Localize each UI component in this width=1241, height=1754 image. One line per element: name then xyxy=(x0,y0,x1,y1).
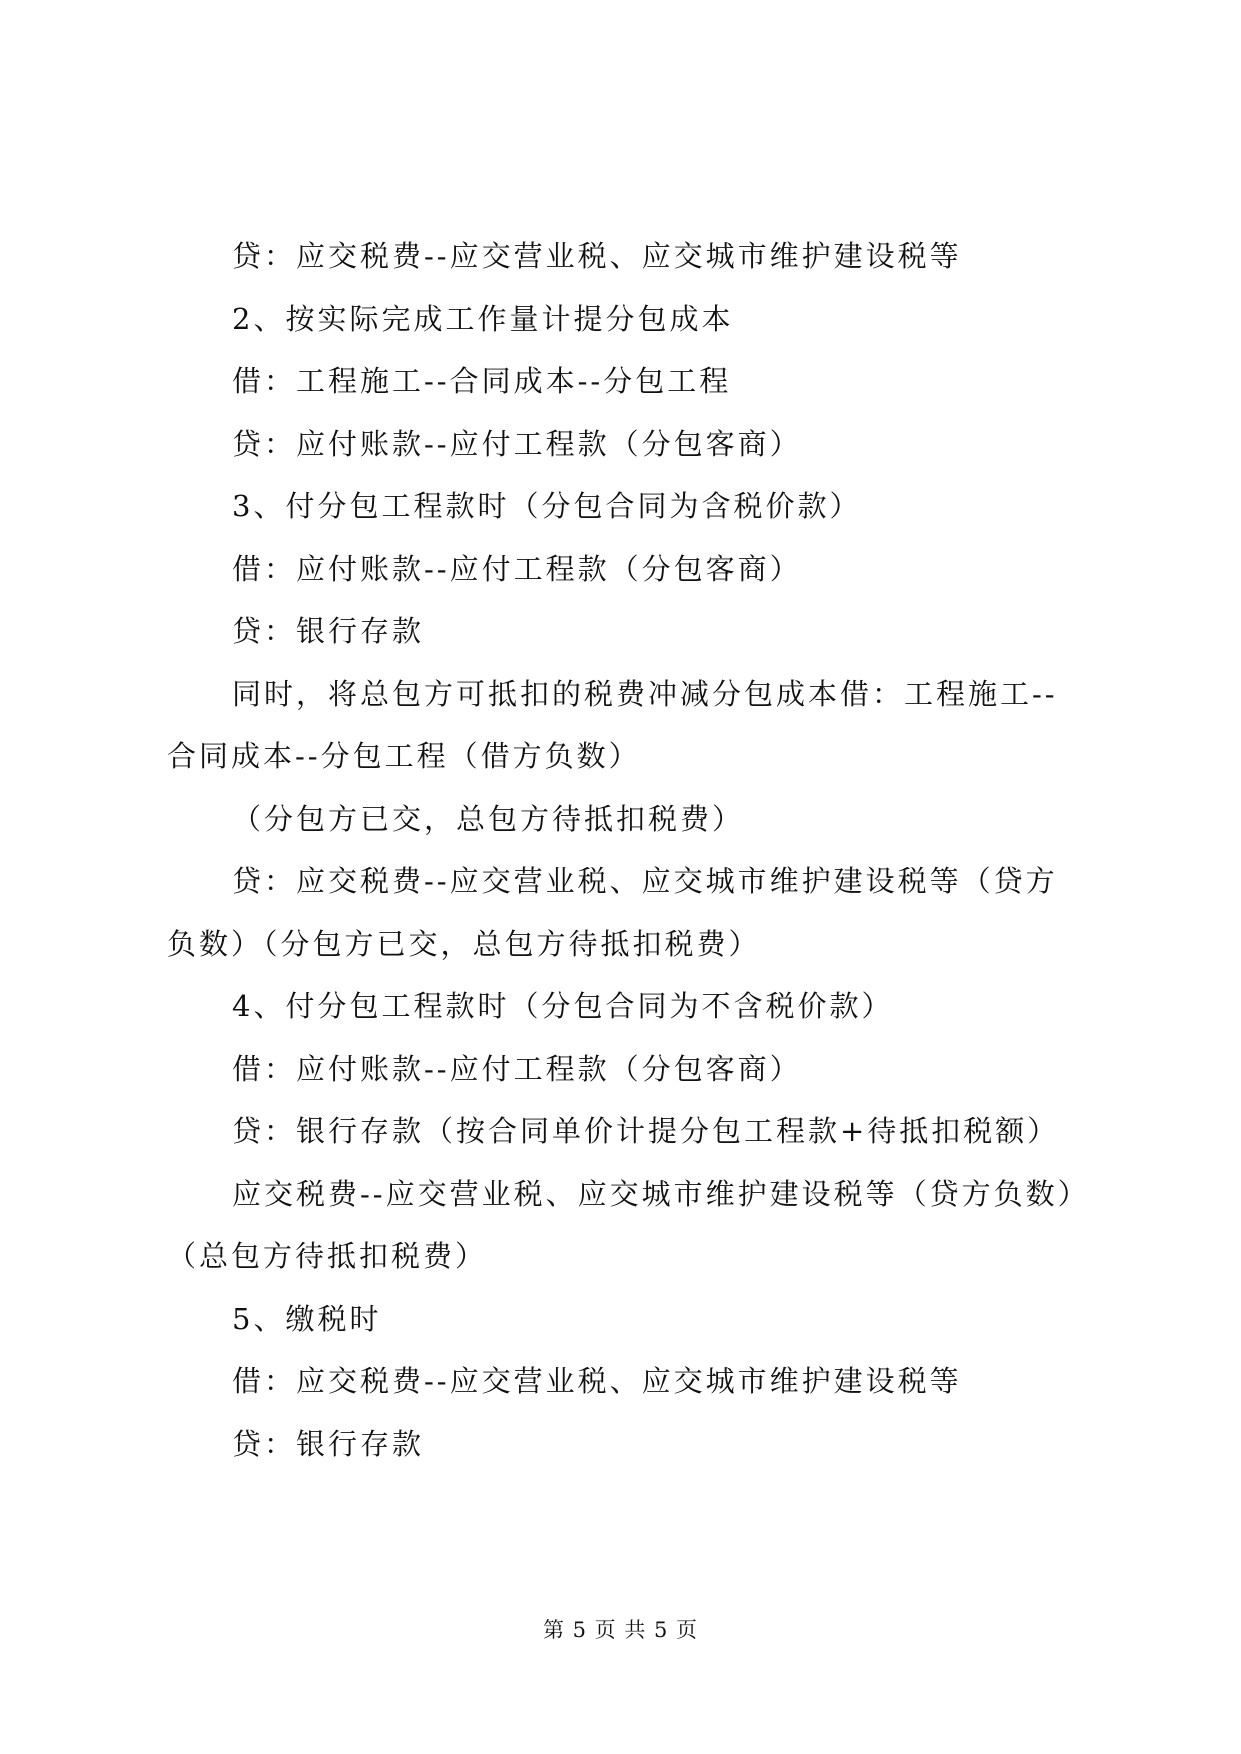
text-line: 贷：应交税费--应交营业税、应交城市维护建设税等 xyxy=(232,239,962,273)
text-line: 5、缴税时 xyxy=(232,1302,382,1336)
text-line: 合同成本--分包工程（借方负数） xyxy=(167,739,641,773)
text-line: 贷：应交税费--应交营业税、应交城市维护建设税等（贷方 xyxy=(232,864,1058,898)
text-line: （总包方待抵扣税费） xyxy=(167,1239,488,1273)
text-line: 3、付分包工程款时（分包合同为含税价款） xyxy=(232,489,862,523)
text-line: 应交税费--应交营业税、应交城市维护建设税等（贷方负数） xyxy=(232,1177,1090,1211)
text-line: 贷：银行存款 xyxy=(232,614,425,648)
text-line: 借：应交税费--应交营业税、应交城市维护建设税等 xyxy=(232,1364,962,1398)
text-line: 2、按实际完成工作量计提分包成本 xyxy=(232,302,734,336)
page-number: 第 5 页 共 5 页 xyxy=(542,1618,699,1642)
text-line: 借：应付账款--应付工程款（分包客商） xyxy=(232,1052,802,1086)
text-line: 4、付分包工程款时（分包合同为不含税价款） xyxy=(232,989,894,1023)
text-line: 负数）（分包方已交，总包方待抵扣税费） xyxy=(167,927,761,961)
text-line: 贷：银行存款 xyxy=(232,1427,425,1461)
text-line: （分包方已交，总包方待抵扣税费） xyxy=(232,802,745,836)
text-line: 借：工程施工--合同成本--分包工程 xyxy=(232,364,732,398)
text-line: 同时，将总包方可抵扣的税费冲减分包成本借：工程施工-- xyxy=(232,677,1058,711)
text-line: 贷：银行存款（按合同单价计提分包工程款+待抵扣税额） xyxy=(232,1114,1060,1148)
text-line: 借：应付账款--应付工程款（分包客商） xyxy=(232,552,802,586)
text-line: 贷：应付账款--应付工程款（分包客商） xyxy=(232,427,802,461)
